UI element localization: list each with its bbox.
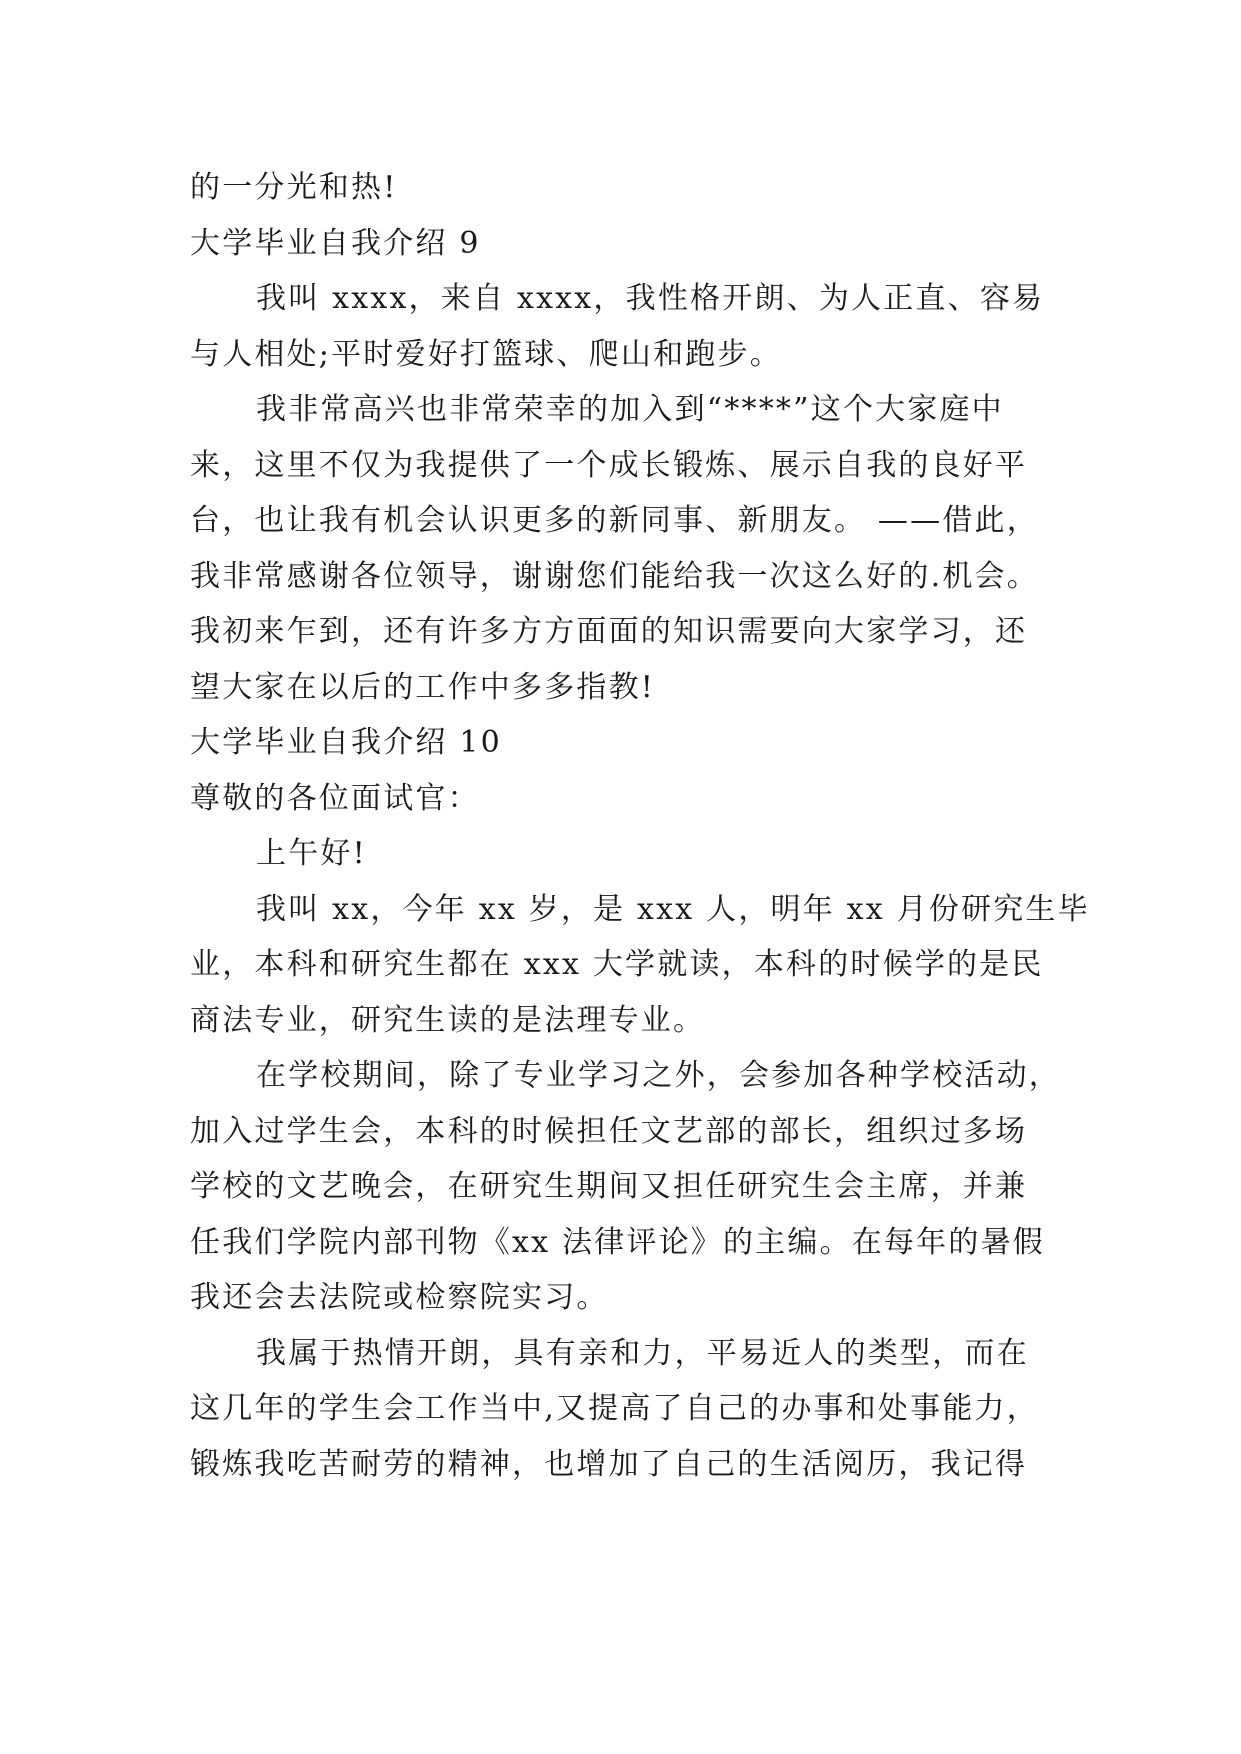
text-line: 任我们学院内部刊物《xx 法律评论》的主编。在每年的暑假 bbox=[190, 1224, 1045, 1260]
text-line: 锻炼我吃苦耐劳的精神，也增加了自己的生活阅历，我记得 bbox=[190, 1446, 1028, 1482]
section-heading: 大学毕业自我介绍 10 bbox=[190, 725, 502, 760]
text-line: 学校的文艺晚会，在研究生期间又担任研究生会主席，并兼 bbox=[190, 1169, 1028, 1204]
text-line: 业，本科和研究生都在 xxx 大学就读，本科的时候学的是民 bbox=[190, 947, 1044, 982]
text-line: 商法专业，研究生读的是法理专业。 bbox=[190, 1002, 706, 1038]
text-line: 与人相处;平时爱好打篮球、爬山和跑步。 bbox=[190, 336, 782, 372]
text-line: 我非常感谢各位领导，谢谢您们能给我一次这么好的.机会。 bbox=[190, 558, 1039, 594]
greeting: 上午好! bbox=[256, 836, 367, 871]
text-line: 我属于热情开朗，具有亲和力，平易近人的类型，而在 bbox=[256, 1335, 1029, 1371]
text-line: 加入过学生会，本科的时候担任文艺部的部长，组织过多场 bbox=[190, 1113, 1028, 1149]
section-heading: 大学毕业自我介绍 9 bbox=[190, 225, 481, 261]
text-line: 的一分光和热! bbox=[190, 170, 398, 205]
text-line: 望大家在以后的工作中多多指教! bbox=[190, 669, 656, 705]
text-line: 我还会去法院或检察院实习。 bbox=[190, 1280, 609, 1315]
text-line: 我非常高兴也非常荣幸的加入到“****”这个大家庭中 bbox=[256, 392, 1004, 427]
text-line: 我初来乍到，还有许多方方面面的知识需要向大家学习，还 bbox=[190, 614, 1028, 649]
text-line: 台，也让我有机会认识更多的新同事、新朋友。 ——借此， bbox=[190, 503, 1039, 538]
salutation: 尊敬的各位面试官： bbox=[190, 780, 480, 816]
text-line: 我叫 xx，今年 xx 岁，是 xxx 人，明年 xx 月份研究生毕 bbox=[256, 891, 1090, 927]
text-line: 这几年的学生会工作当中,又提高了自己的办事和处事能力， bbox=[190, 1391, 1039, 1426]
document-body bbox=[190, 160, 1090, 1492]
text-line: 来，这里不仅为我提供了一个成长锻炼、展示自我的良好平 bbox=[190, 447, 1028, 483]
text-line: 在学校期间，除了专业学习之外，会参加各种学校活动， bbox=[256, 1058, 1061, 1093]
text-line: 我叫 xxxx，来自 xxxx，我性格开朗、为人正直、容易 bbox=[256, 281, 1045, 316]
